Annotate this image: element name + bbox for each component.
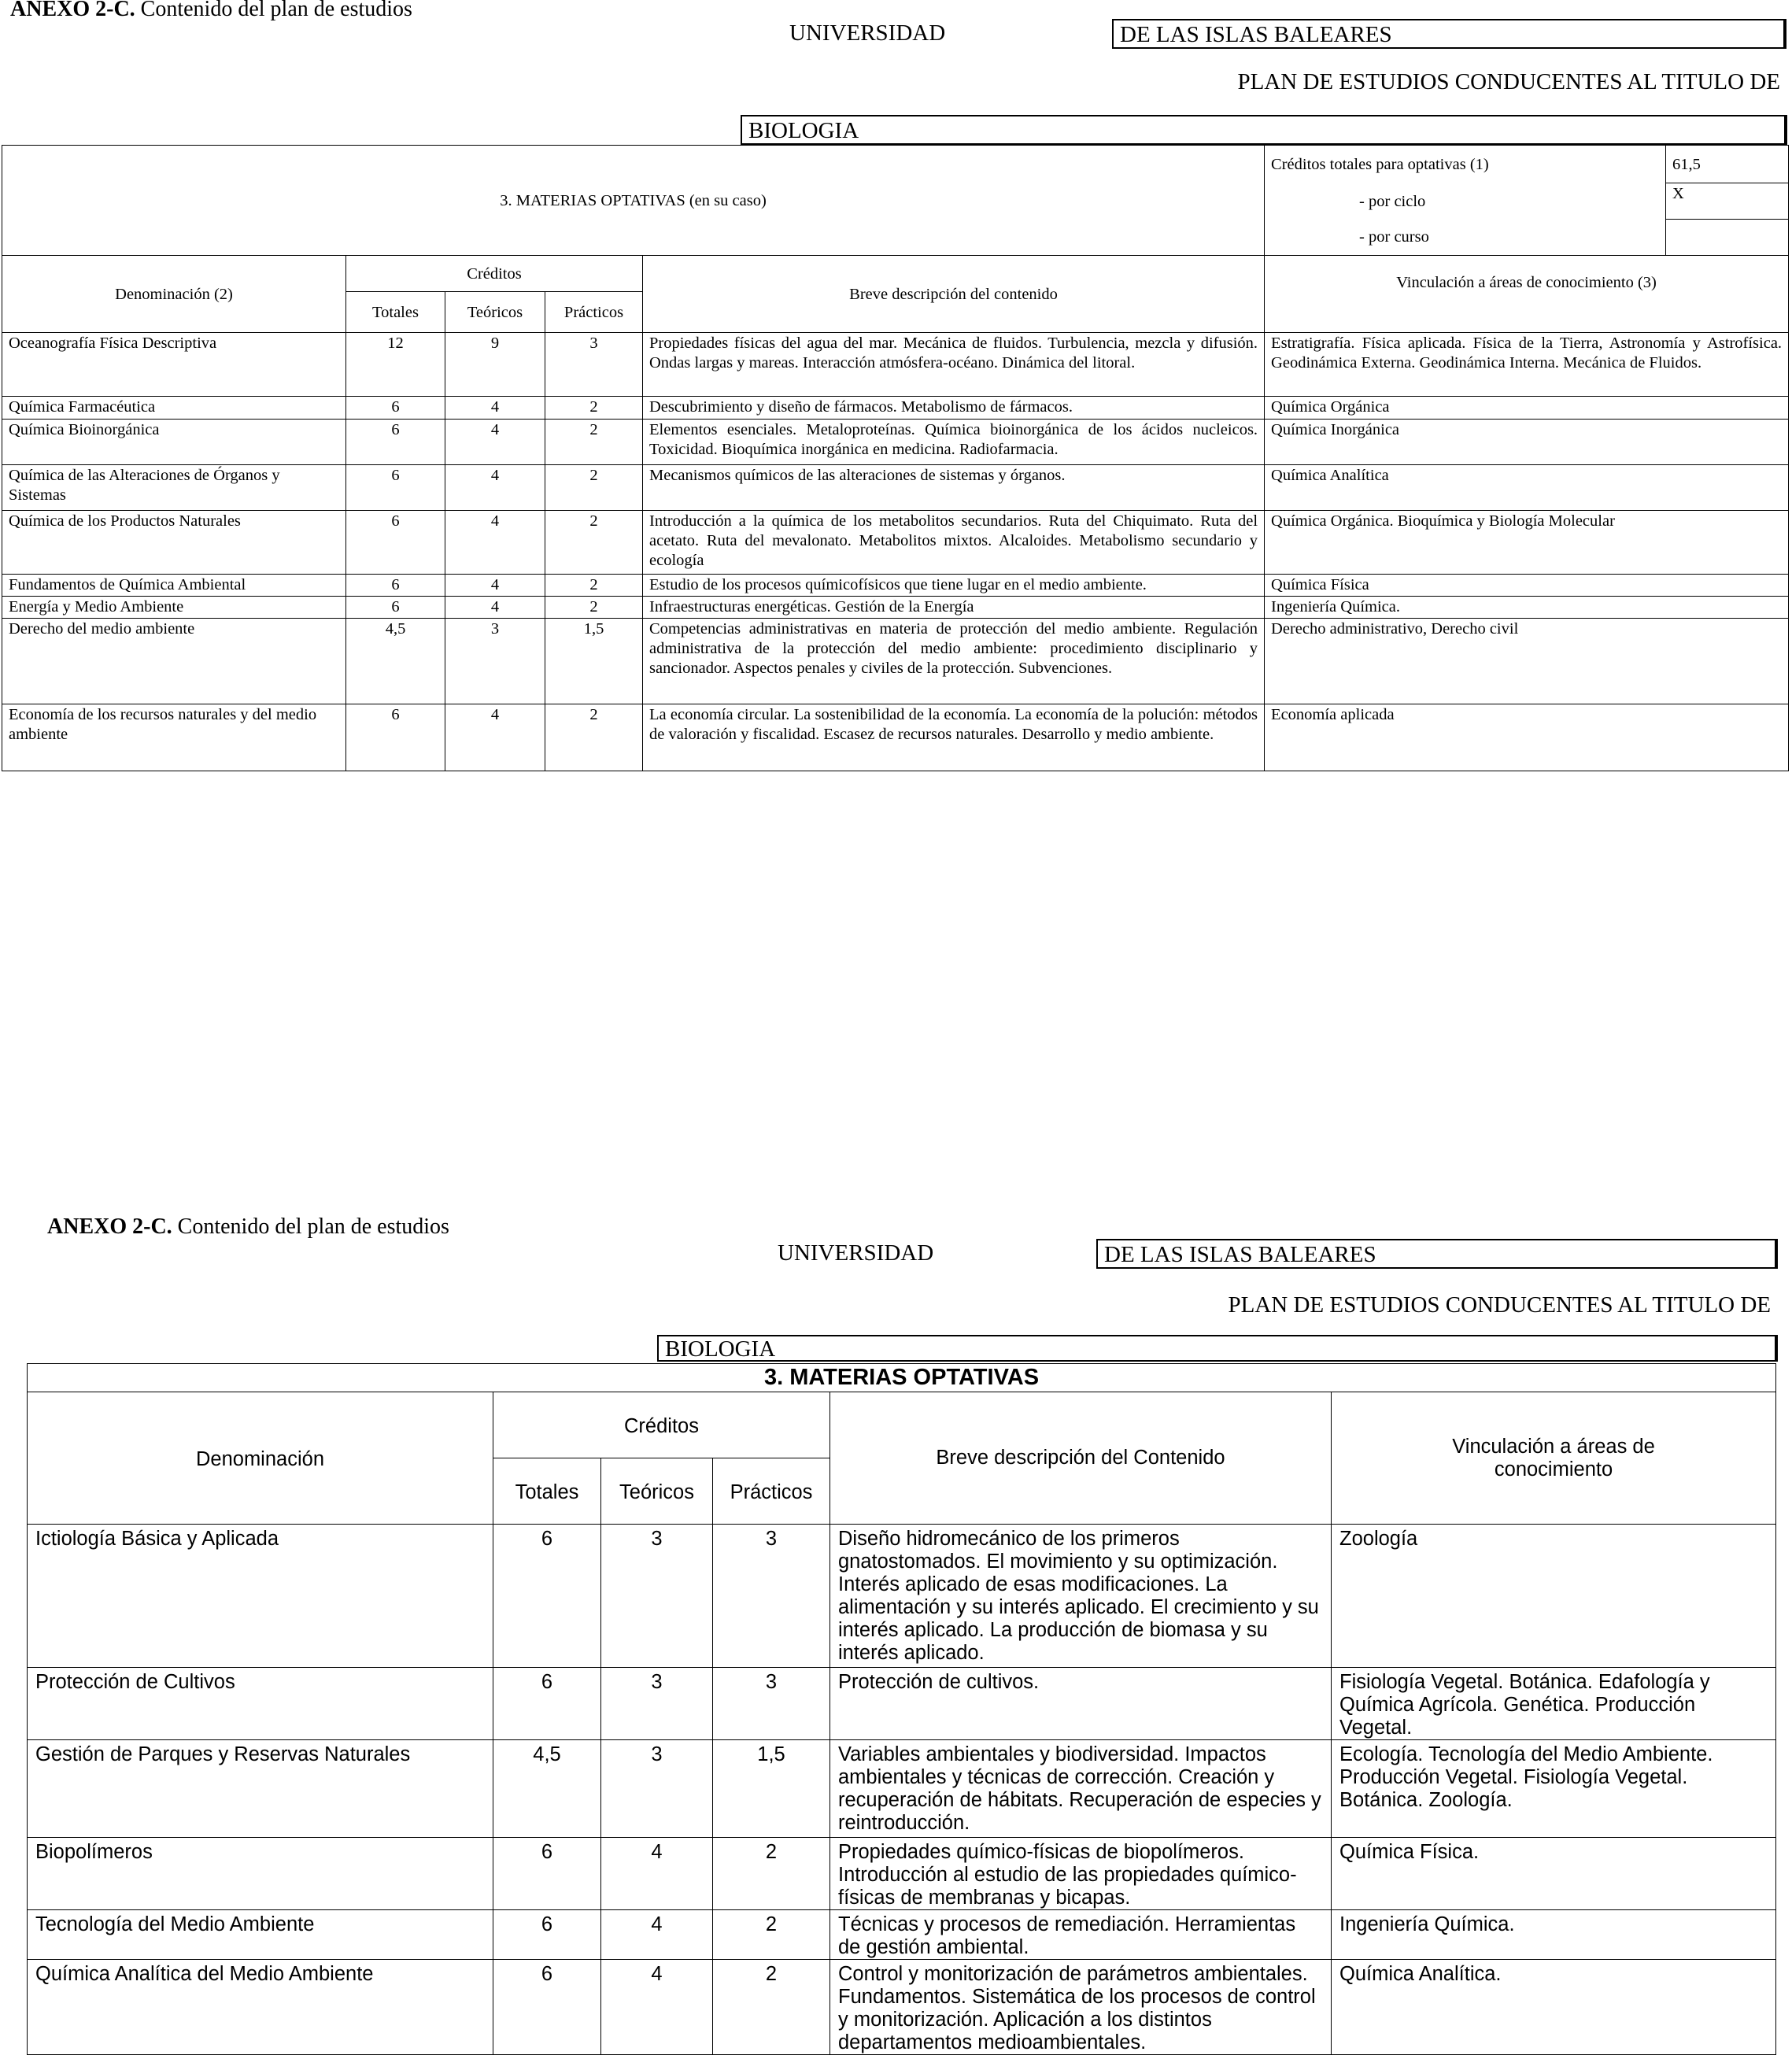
credits-practice: 2 [545,511,643,575]
credits-total: 6 [493,1910,601,1960]
credits-practice: 2 [545,397,643,420]
credits-total: 6 [493,1668,601,1740]
credits-practice: 2 [713,1960,830,2055]
credits-theory: 4 [601,1960,713,2055]
section1-annex-title [10,0,412,22]
header-descripcion: Breve descripción del contenido [643,256,1265,333]
subject-name: Química Analítica del Medio Ambiente [28,1960,493,2055]
credits-total: 6 [493,1838,601,1910]
credits-theory: 4 [445,575,545,597]
credits-practice: 3 [545,333,643,397]
subject-name: Tecnología del Medio Ambiente [28,1910,493,1960]
credits-theory: 4 [445,420,545,465]
subject-description: Mecanismos químicos de las alteraciones de sistemas y órganos. [643,465,1265,511]
section1-annex-label: ANEXO 2-C. [10,0,135,21]
table-row [2,333,1789,397]
knowledge-areas: Ingeniería Química. [1265,597,1789,619]
credits-total: 6 [346,465,445,511]
credits-total: 6 [346,511,445,575]
header-totales: Totales [346,292,445,333]
header2-practicos: Prácticos [713,1458,830,1525]
table-row [28,1838,1776,1910]
table-row [28,1910,1776,1960]
table-row [28,1740,1776,1838]
subject-name: Química Bioinorgánica [2,420,346,465]
knowledge-areas: Ecología. Tecnología del Medio Ambiente. Producción Vegetal. Fisiología Vegetal. Botánica. Zoología. [1332,1740,1776,1838]
table-row [28,1668,1776,1740]
credits-practice: 2 [545,597,643,619]
subject-name: Fundamentos de Química Ambiental [2,575,346,597]
subject-name: Química de las Alteraciones de Órganos y Sistemas [2,465,346,511]
credits-practice: 2 [713,1838,830,1910]
credits-practice: 3 [713,1668,830,1740]
subject-name: Gestión de Parques y Reservas Naturales [28,1740,493,1838]
section1-university-label: UNIVERSIDAD [789,20,946,46]
credits-total: 4,5 [493,1740,601,1838]
table-row [2,704,1789,771]
table-row [2,597,1789,619]
knowledge-areas: Química Física. [1332,1838,1776,1910]
subject-description: Propiedades químico-físicas de biopolímeros. Introducción al estudio de las propiedades químico-físicas de membranas y bicapas. [830,1838,1332,1910]
knowledge-areas: Ingeniería Química. [1332,1910,1776,1960]
subject-name: Economía de los recursos naturales y del medio ambiente [2,704,346,771]
header-creditos: Créditos [346,256,643,292]
subject-description: Infraestructuras energéticas. Gestión de la Energía [643,597,1265,619]
total-credits-value: 61,5 [1666,146,1789,183]
credits-total: 6 [493,1960,601,2055]
subject-name: Ictiología Básica y Aplicada [28,1525,493,1668]
subject-description: La economía circular. La sostenibilidad de la economía. La economía de la polución: métodos de valoración y fiscalidad. Escasez de recursos naturales. Desarrollo y medio ambiente. [643,704,1265,771]
section1-plan-title: PLAN DE ESTUDIOS CONDUCENTES AL TITULO DE [1237,69,1780,94]
table-row [2,575,1789,597]
section2-annex-label: ANEXO 2-C. [47,1214,172,1239]
knowledge-areas: Química Física [1265,575,1789,597]
subject-name: Química Farmacéutica [2,397,346,420]
section2-annex-subtitle: Contenido del plan de estudios [172,1214,449,1239]
header2-creditos: Créditos [493,1392,830,1458]
per-cycle-value: X [1666,183,1789,220]
header-practicos: Prácticos [545,292,643,333]
header2-denominacion: Denominación [28,1392,493,1525]
section1-degree-value: BIOLOGIA [741,115,1787,145]
credits-practice: 2 [545,420,643,465]
subject-description: Estudio de los procesos químicofísicos que tiene lugar en el medio ambiente. [643,575,1265,597]
header2-teoricos: Teóricos [601,1458,713,1525]
knowledge-areas: Química Analítica. [1332,1960,1776,2055]
subject-description: Variables ambientales y biodiversidad. Impactos ambientales y técnicas de corrección. Creación y recuperación de hábitats. Recuperación de especies y reintroducción. [830,1740,1332,1838]
knowledge-areas: Fisiología Vegetal. Botánica. Edafología y Química Agrícola. Genética. Producción Vegetal. [1332,1668,1776,1740]
credits-theory: 4 [445,397,545,420]
credits-theory: 4 [445,597,545,619]
header-denominacion: Denominación (2) [2,256,346,333]
table-row [2,619,1789,704]
knowledge-areas: Economía aplicada [1265,704,1789,771]
credits-practice: 2 [545,575,643,597]
knowledge-areas: Derecho administrativo, Derecho civil [1265,619,1789,704]
header2-vinculacion: Vinculación a áreas de conocimiento [1332,1392,1776,1525]
subject-description: Introducción a la química de los metabolitos secundarios. Ruta del Chiquimato. Ruta del acetato. Ruta del mevalonato. Metabolitos mixtos. Alcaloides. Metabolismo secundario y ecología [643,511,1265,575]
subject-name: Oceanografía Física Descriptiva [2,333,346,397]
total-credits-label: Créditos totales para optativas (1) [1265,146,1666,183]
credits-practice: 2 [545,465,643,511]
credits-total: 12 [346,333,445,397]
knowledge-areas: Química Orgánica. Bioquímica y Biología Molecular [1265,511,1789,575]
knowledge-areas: Química Orgánica [1265,397,1789,420]
subject-name: Derecho del medio ambiente [2,619,346,704]
table-row [2,465,1789,511]
section2-annex-title [47,1214,449,1240]
subject-description: Control y monitorización de parámetros ambientales. Fundamentos. Sistemática de los procesos de control y monitorización. Aplicación a los distintos departamentos medioambientales. [830,1960,1332,2055]
subject-name: Biopolímeros [28,1838,493,1910]
section2-optional-subjects-table [27,1363,1776,2055]
credits-total: 6 [346,575,445,597]
credits-total: 6 [346,597,445,619]
knowledge-areas: Química Analítica [1265,465,1789,511]
credits-practice: 3 [713,1525,830,1668]
header2-descripcion: Breve descripción del Contenido [830,1392,1332,1525]
credits-theory: 9 [445,333,545,397]
credits-practice: 1,5 [545,619,643,704]
credits-theory: 3 [601,1740,713,1838]
header-teoricos: Teóricos [445,292,545,333]
credits-total: 6 [346,397,445,420]
subject-description: Técnicas y procesos de remediación. Herramientas de gestión ambiental. [830,1910,1332,1960]
credits-theory: 4 [601,1838,713,1910]
header-vinculacion: Vinculación a áreas de conocimiento (3) [1265,256,1789,333]
subject-name: Energía y Medio Ambiente [2,597,346,619]
table-row [2,397,1789,420]
credits-theory: 3 [445,619,545,704]
section1-annex-subtitle: Contenido del plan de estudios [135,0,412,21]
credits-practice: 2 [713,1910,830,1960]
header2-totales: Totales [493,1458,601,1525]
subject-description: Propiedades físicas del agua del mar. Mecánica de fluidos. Turbulencia, mezcla y difusión. Ondas largas y mareas. Interacción atmósfera-océano. Dinámica del litoral. [643,333,1265,397]
section2-plan-title: PLAN DE ESTUDIOS CONDUCENTES AL TITULO DE [1228,1292,1771,1318]
section2-table-title: 3. MATERIAS OPTATIVAS [28,1364,1776,1392]
subject-description: Elementos esenciales. Metaloproteínas. Química bioinorgánica de los ácidos nucleicos. Toxicidad. Bioquímica inorgánica en medicina. Radiofarmacia. [643,420,1265,465]
subject-description: Competencias administrativas en materia de protección del medio ambiente. Regulación administrativa de la protección del medio ambiente: procedimiento disciplinario y sancionador. Aspectos penales y civiles de la protección. Subvenciones. [643,619,1265,704]
credits-theory: 4 [445,704,545,771]
section1-university-value: DE LAS ISLAS BALEARES [1112,19,1786,49]
table-row [2,420,1789,465]
credits-theory: 4 [601,1910,713,1960]
subject-description: Diseño hidromecánico de los primeros gnatostomados. El movimiento y su optimización. Interés aplicado de esas modificaciones. La alimentación y su interés aplicado. El crecimiento y su interés aplicado. La producción de biomasa y su interés aplicado. [830,1525,1332,1668]
subject-name: Protección de Cultivos [28,1668,493,1740]
subject-name: Química de los Productos Naturales [2,511,346,575]
table-row [2,511,1789,575]
credits-practice: 1,5 [713,1740,830,1838]
section2-university-value: DE LAS ISLAS BALEARES [1096,1239,1778,1269]
credits-theory: 3 [601,1668,713,1740]
per-course-value [1666,220,1789,256]
subject-description: Descubrimiento y diseño de fármacos. Metabolismo de fármacos. [643,397,1265,420]
subject-description: Protección de cultivos. [830,1668,1332,1740]
credits-theory: 4 [445,511,545,575]
knowledge-areas: Zoología [1332,1525,1776,1668]
credits-total: 4,5 [346,619,445,704]
table-row [28,1525,1776,1668]
section2-degree-value: BIOLOGIA [657,1335,1778,1362]
per-cycle-label: - por ciclo [1265,183,1666,220]
table-row [28,1960,1776,2055]
credits-total: 6 [346,704,445,771]
credits-theory: 3 [601,1525,713,1668]
section2-university-label: UNIVERSIDAD [778,1240,934,1266]
credits-total: 6 [346,420,445,465]
section1-table-title: 3. MATERIAS OPTATIVAS (en su caso) [2,146,1265,256]
credits-practice: 2 [545,704,643,771]
section1-optional-subjects-table [2,145,1789,771]
knowledge-areas: Estratigrafía. Física aplicada. Física de la Tierra, Astronomía y Astrofísica. Geodinámica Externa. Geodinámica Interna. Mecánica de Fluidos. [1265,333,1789,397]
per-course-label: - por curso [1265,220,1666,256]
credits-theory: 4 [445,465,545,511]
credits-total: 6 [493,1525,601,1668]
knowledge-areas: Química Inorgánica [1265,420,1789,465]
